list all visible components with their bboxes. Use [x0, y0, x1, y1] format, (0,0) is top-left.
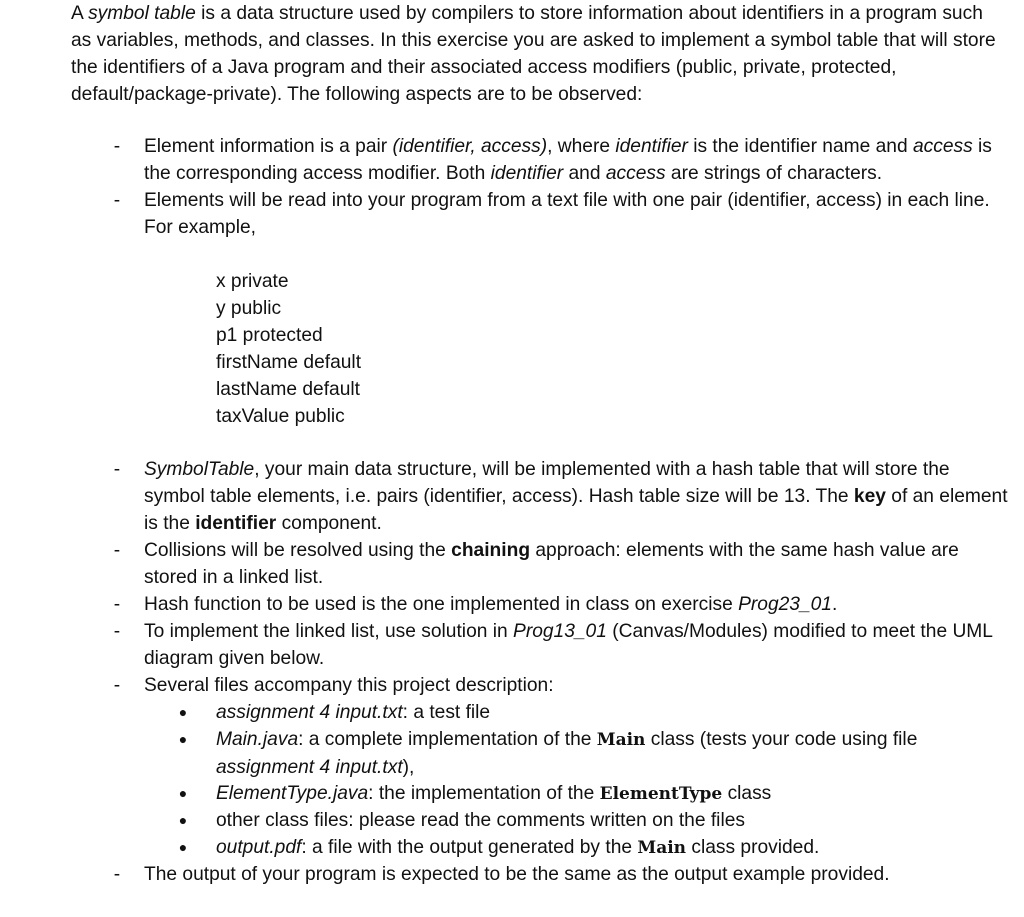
text-segment: is the identifier name and: [687, 136, 913, 157]
example-line: y public: [216, 298, 282, 319]
text-segment: , where: [547, 136, 616, 157]
example-line: firstName default: [216, 352, 362, 373]
sub-item-text: [216, 834, 996, 862]
text-segment: : the implementation of the: [368, 783, 600, 804]
list-item-text: Elements will be read into your program from a text file with one pair (identifier, access) in each line. For example,: [144, 190, 990, 238]
text-segment: , your main data structure, will be implemented with a hash table that will store the symbol table elements, i.e. pairs (identifier, access). Hash table size will be 13. The: [144, 459, 950, 507]
list-item-text: [144, 456, 1010, 537]
text-italic: access: [912, 136, 973, 157]
list-dash: -: [113, 621, 121, 642]
text-segment: class provided.: [686, 837, 820, 858]
text-italic: Prog23_01: [738, 594, 832, 615]
intro-text-start: A: [71, 3, 89, 24]
text-segment: (Canvas/Modules) modified to meet the UML diagram given below.: [144, 621, 993, 669]
text-italic: (identifier, access): [392, 136, 548, 157]
sub-item-text: [216, 699, 996, 726]
example-line: x private: [216, 271, 289, 292]
text-segment: approach: elements with the same hash value are stored in a linked list.: [144, 540, 959, 588]
text-italic: assignment 4 input.txt: [216, 757, 403, 778]
text-segment: class (tests your code using file: [645, 729, 918, 750]
text-italic: ElementType.java: [216, 783, 369, 804]
text-italic: identifier: [615, 136, 688, 157]
list-item-text: The output of your program is expected to be the same as the output example provided.: [144, 864, 890, 885]
list-dash: -: [113, 675, 121, 696]
text-segment: Hash function to be used is the one implemented in class on exercise: [144, 594, 739, 615]
text-italic: identifier: [490, 163, 564, 184]
list-dash: -: [113, 540, 121, 561]
list-item-text: Several files accompany this project description:: [144, 675, 554, 696]
list-item-text: [144, 591, 1010, 618]
list-dash: -: [113, 459, 121, 480]
text-segment: ),: [402, 757, 415, 778]
text-segment: .: [831, 594, 838, 615]
text-code: Main: [596, 730, 646, 750]
text-italic: Prog13_01: [513, 621, 607, 642]
text-code: ElementType: [599, 784, 723, 804]
text-segment: : a test file: [402, 702, 491, 723]
sub-item-text: [216, 726, 996, 781]
list-dash: -: [113, 136, 121, 157]
text-segment: Collisions will be resolved using the: [144, 540, 452, 561]
text-segment: : a complete implementation of the: [298, 729, 597, 750]
text-bold: identifier: [195, 513, 277, 534]
intro-paragraph: [71, 0, 1006, 108]
example-line: taxValue public: [216, 406, 345, 427]
list-item-text: [144, 618, 1010, 672]
list-item-text: [144, 537, 1010, 591]
sub-item-text: other class files: please read the comments written on the files: [216, 810, 745, 831]
text-segment: : a file with the output generated by the: [301, 837, 638, 858]
text-italic: assignment 4 input.txt: [216, 702, 403, 723]
list-dash: -: [113, 594, 121, 615]
text-bold: key: [853, 486, 886, 507]
intro-text-rest: is a data structure used by compilers to store information about identifiers in a program such as variables, methods, and classes. In this exercise you are asked to implement a symbol table that will store the identifiers of a Java program and their associated access modifiers (public, private, protected, default/package-private). The following aspects are to be observed:: [71, 3, 996, 105]
list-item-text: [144, 133, 1010, 187]
bullet-icon: ●: [178, 839, 188, 855]
text-italic: SymbolTable: [144, 459, 255, 480]
list-dash: -: [113, 864, 121, 885]
intro-term-symbol-table: symbol table: [88, 3, 196, 24]
text-segment: component.: [276, 513, 382, 534]
text-bold: chaining: [451, 540, 531, 561]
text-segment: are strings of characters.: [665, 163, 883, 184]
text-segment: To implement the linked list, use solution in: [144, 621, 514, 642]
text-code: Main: [637, 838, 687, 858]
text-segment: Element information is a pair: [144, 136, 393, 157]
example-line: lastName default: [216, 379, 360, 400]
list-dash: -: [113, 190, 121, 211]
text-italic: output.pdf: [216, 837, 302, 858]
example-input-block: [216, 268, 361, 430]
text-segment: of an element is the: [144, 486, 1008, 534]
text-italic: Main.java: [216, 729, 299, 750]
example-line: p1 protected: [216, 325, 323, 346]
text-segment: class: [722, 783, 772, 804]
text-italic: access: [605, 163, 666, 184]
bullet-icon: ●: [178, 704, 188, 720]
sub-item-text: [216, 780, 996, 808]
text-segment: is the corresponding access modifier. Both: [144, 136, 992, 184]
text-segment: and: [563, 163, 606, 184]
bullet-icon: ●: [178, 731, 188, 747]
bullet-icon: ●: [178, 785, 188, 801]
bullet-icon: ●: [178, 812, 188, 828]
